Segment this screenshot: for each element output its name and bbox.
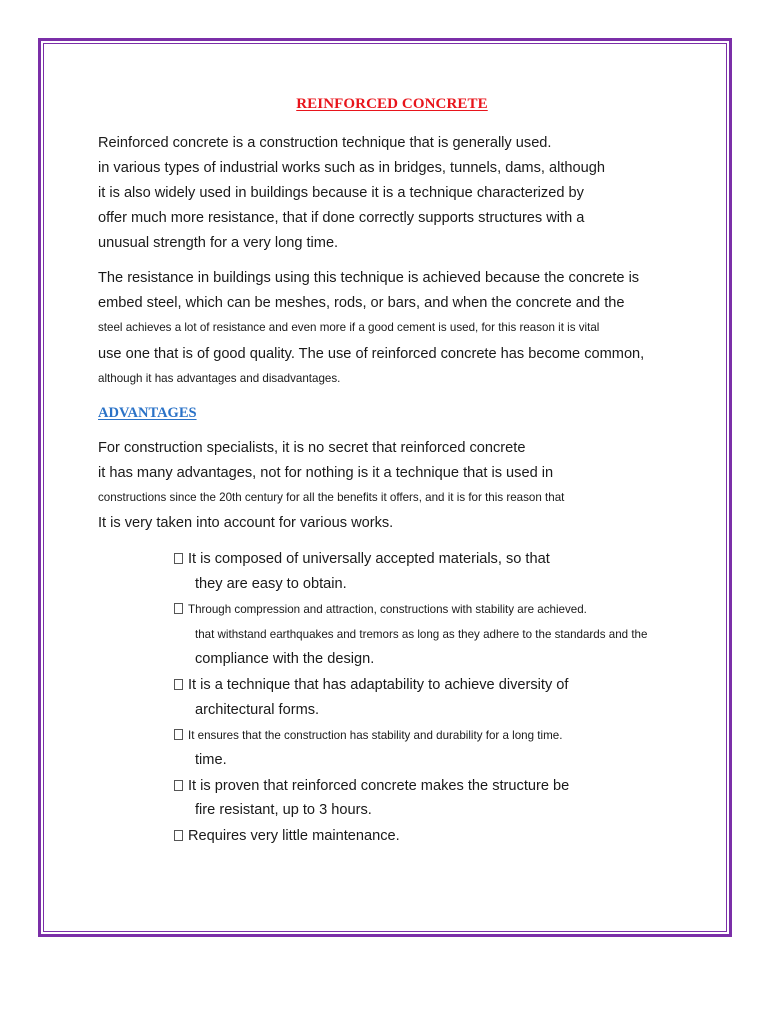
- bullet-item-4: [174, 729, 562, 742]
- bullet-1-line-1: It is composed of universally accepted materials, so that: [188, 551, 550, 567]
- missing-glyph-box-icon: [174, 679, 183, 690]
- paragraph1-line-3: it is also widely used in buildings because it is a technique characterized by: [98, 185, 584, 201]
- bullet-item-5: [174, 778, 569, 794]
- paragraph1-line-4: offer much more resistance, that if done correctly supports structures with a: [98, 210, 585, 226]
- bullet-item-2: [174, 603, 587, 616]
- page-border-inner: [43, 43, 727, 932]
- paragraph2-line-5: although it has advantages and disadvantages.: [98, 372, 341, 385]
- missing-glyph-box-icon: [174, 729, 183, 740]
- missing-glyph-box-icon: [174, 553, 183, 564]
- bullet-item-6: [174, 828, 400, 844]
- paragraph1-line-5: unusual strength for a very long time.: [98, 235, 339, 251]
- paragraph3-line-4: It is very taken into account for various works.: [98, 515, 394, 531]
- paragraph2-line-3: steel achieves a lot of resistance and even more if a good cement is used, for this reason it is vital: [98, 321, 600, 334]
- bullet-5-line-2: fire resistant, up to 3 hours.: [195, 802, 372, 818]
- missing-glyph-box-icon: [174, 830, 183, 841]
- bullet-4-line-2: time.: [195, 752, 227, 768]
- bullet-3-line-1: It is a technique that has adaptability to achieve diversity of: [188, 677, 569, 693]
- bullet-5-line-1: It is proven that reinforced concrete makes the structure be: [188, 778, 570, 794]
- paragraph2-line-2: embed steel, which can be meshes, rods, or bars, and when the concrete and the: [98, 295, 625, 311]
- document-title: REINFORCED CONCRETE: [296, 96, 488, 112]
- missing-glyph-box-icon: [174, 780, 183, 791]
- paragraph1-line-1: Reinforced concrete is a construction technique that is generally used.: [98, 135, 552, 151]
- bullet-4-line-1: It ensures that the construction has stability and durability for a long time.: [188, 729, 563, 742]
- bullet-3-line-2: architectural forms.: [195, 702, 320, 718]
- advantages-heading: ADVANTAGES: [98, 405, 197, 421]
- bullet-1-line-2: they are easy to obtain.: [195, 576, 347, 592]
- paragraph2-line-1: The resistance in buildings using this technique is achieved because the concrete is: [98, 270, 640, 286]
- paragraph3-line-3: constructions since the 20th century for all the benefits it offers, and it is for this reason that: [98, 491, 565, 504]
- paragraph3-line-2: it has many advantages, not for nothing is it a technique that is used in: [98, 465, 554, 481]
- paragraph2-line-4: use one that is of good quality. The use of reinforced concrete has become common,: [98, 346, 645, 362]
- bullet-6-line-1: Requires very little maintenance.: [188, 828, 400, 844]
- bullet-item-1: [174, 551, 550, 567]
- missing-glyph-box-icon: [174, 603, 183, 614]
- bullet-2-line-1: Through compression and attraction, constructions with stability are achieved.: [188, 603, 587, 616]
- bullet-item-3: [174, 677, 568, 693]
- paragraph3-line-1: For construction specialists, it is no secret that reinforced concrete: [98, 440, 526, 456]
- paragraph1-line-2: in various types of industrial works such as in bridges, tunnels, dams, although: [98, 160, 605, 176]
- bullet-2-line-3: compliance with the design.: [195, 651, 375, 667]
- bullet-2-line-2: that withstand earthquakes and tremors as long as they adhere to the standards and the: [195, 628, 648, 641]
